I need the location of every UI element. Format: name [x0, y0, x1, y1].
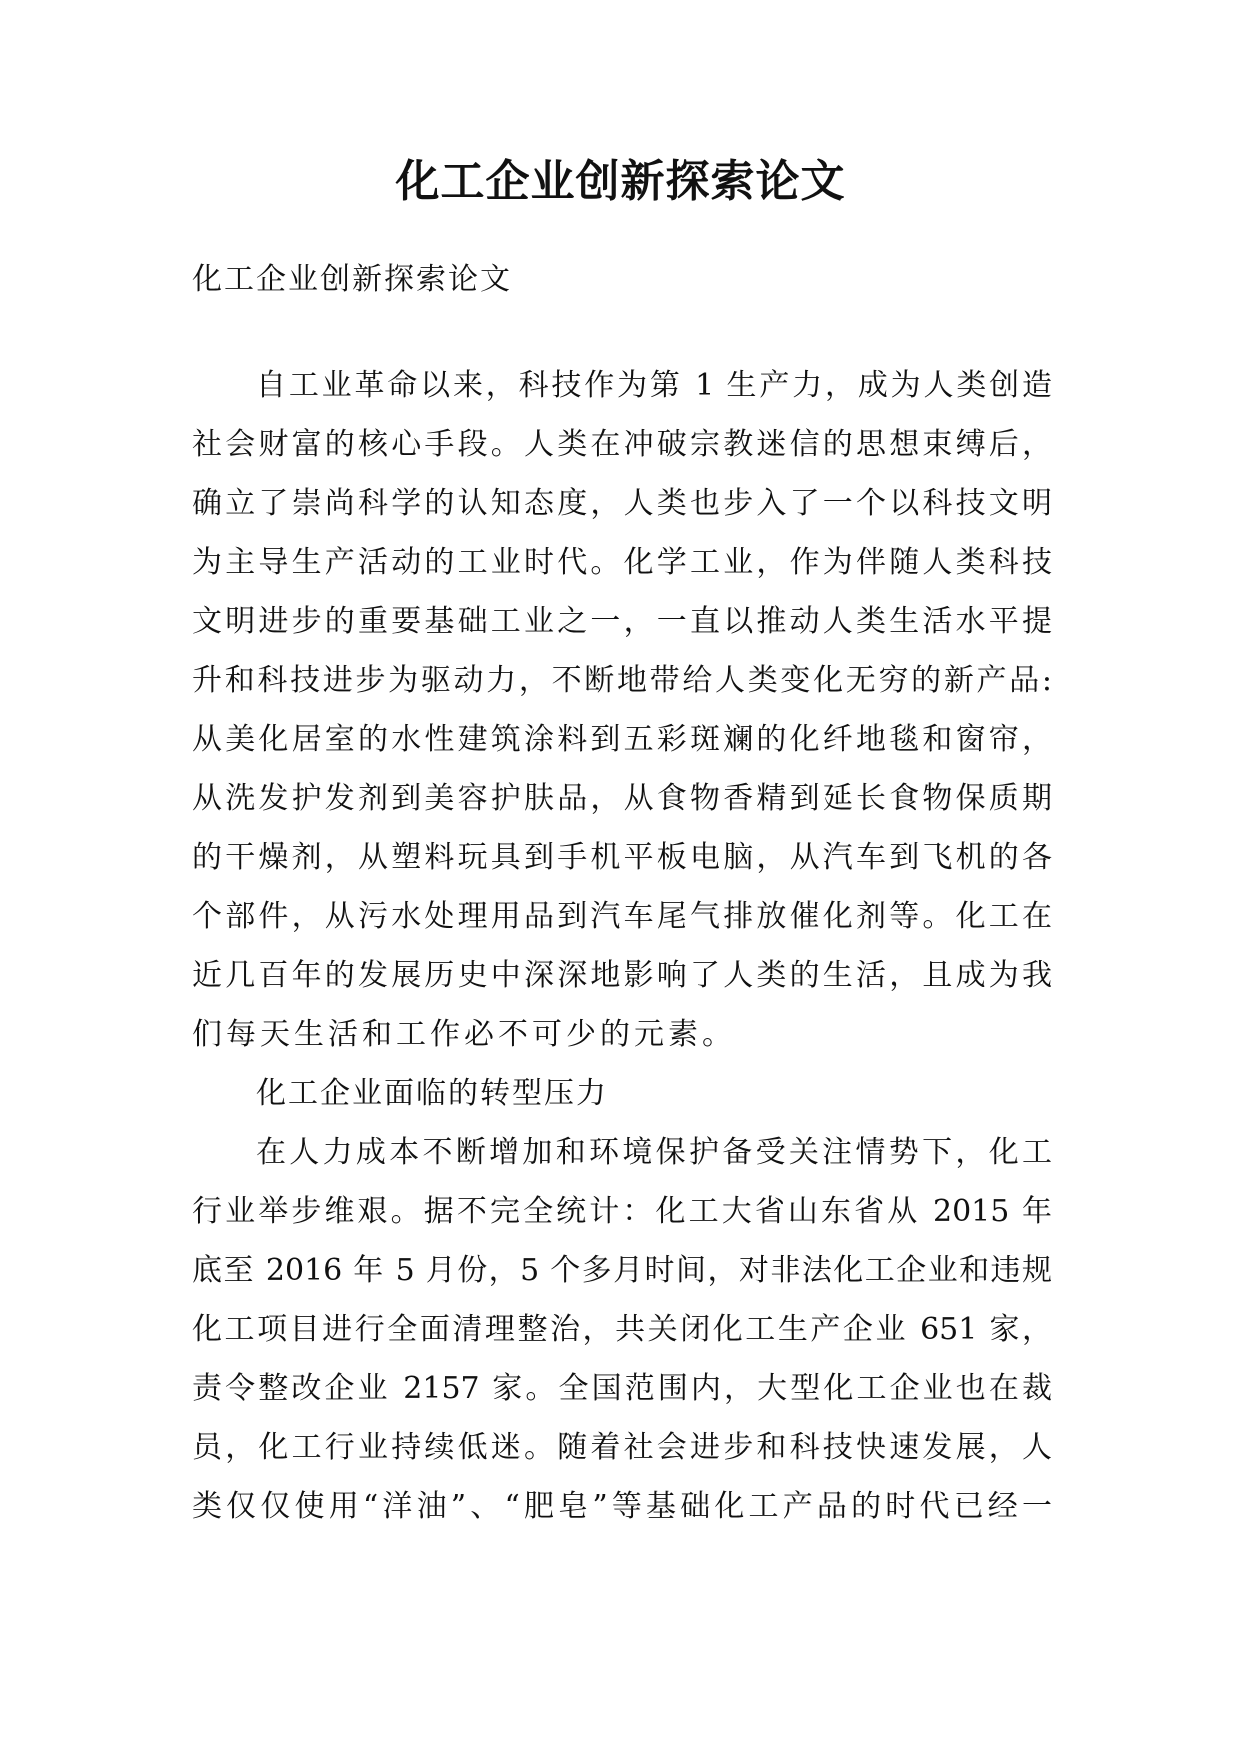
paragraph-line: 在人力成本不断增加和环境保护备受关注情势下，化工	[256, 1135, 1052, 1170]
paragraph-line: 的干燥剂，从塑料玩具到手机平板电脑，从汽车到飞机的各	[192, 840, 1052, 875]
paragraph-line: 们每天生活和工作必不可少的元素。	[192, 1017, 736, 1052]
paragraph-line: 为主导生产活动的工业时代。化学工业，作为伴随人类科技	[192, 545, 1052, 580]
paragraph-line: 责令整改企业 2157 家。全国范围内，大型化工企业也在裁	[192, 1371, 1052, 1406]
paragraph-line: 升和科技进步为驱动力，不断地带给人类变化无穷的新产品:	[192, 663, 1052, 698]
paragraph-line: 行业举步维艰。据不完全统计：化工大省山东省从 2015 年	[192, 1194, 1052, 1229]
paragraph-line: 自工业革命以来，科技作为第 1 生产力，成为人类创造	[256, 368, 1052, 403]
paragraph-line: 近几百年的发展历史中深深地影响了人类的生活，且成为我	[192, 958, 1052, 993]
section-heading: 化工企业面临的转型压力	[256, 1076, 608, 1111]
paragraph-line: 文明进步的重要基础工业之一，一直以推动人类生活水平提	[192, 604, 1052, 639]
paragraph-line: 确立了崇尚科学的认知态度，人类也步入了一个以科技文明	[192, 486, 1052, 521]
paragraph-line: 社会财富的核心手段。人类在冲破宗教迷信的思想束缚后，	[192, 427, 1052, 462]
paragraph-line: 化工项目进行全面清理整治，共关闭化工生产企业 651 家，	[192, 1312, 1052, 1347]
document-title: 化工企业创新探索论文	[395, 156, 846, 207]
paragraph-line: 个部件，从污水处理用品到汽车尾气排放催化剂等。化工在	[192, 899, 1052, 934]
paragraph-line: 类仅仅使用“洋油”、“肥皂”等基础化工产品的时代已经一	[192, 1489, 1052, 1524]
paragraph-line: 员，化工行业持续低迷。随着社会进步和科技快速发展，人	[192, 1430, 1052, 1465]
paragraph-line: 从美化居室的水性建筑涂料到五彩斑斓的化纤地毯和窗帘，	[192, 722, 1052, 757]
paragraph-line: 从洗发护发剂到美容护肤品，从食物香精到延长食物保质期	[192, 781, 1052, 816]
paragraph-line: 底至 2016 年 5 月份，5 个多月时间，对非法化工企业和违规	[192, 1253, 1052, 1288]
document-subtitle: 化工企业创新探索论文	[192, 262, 512, 297]
